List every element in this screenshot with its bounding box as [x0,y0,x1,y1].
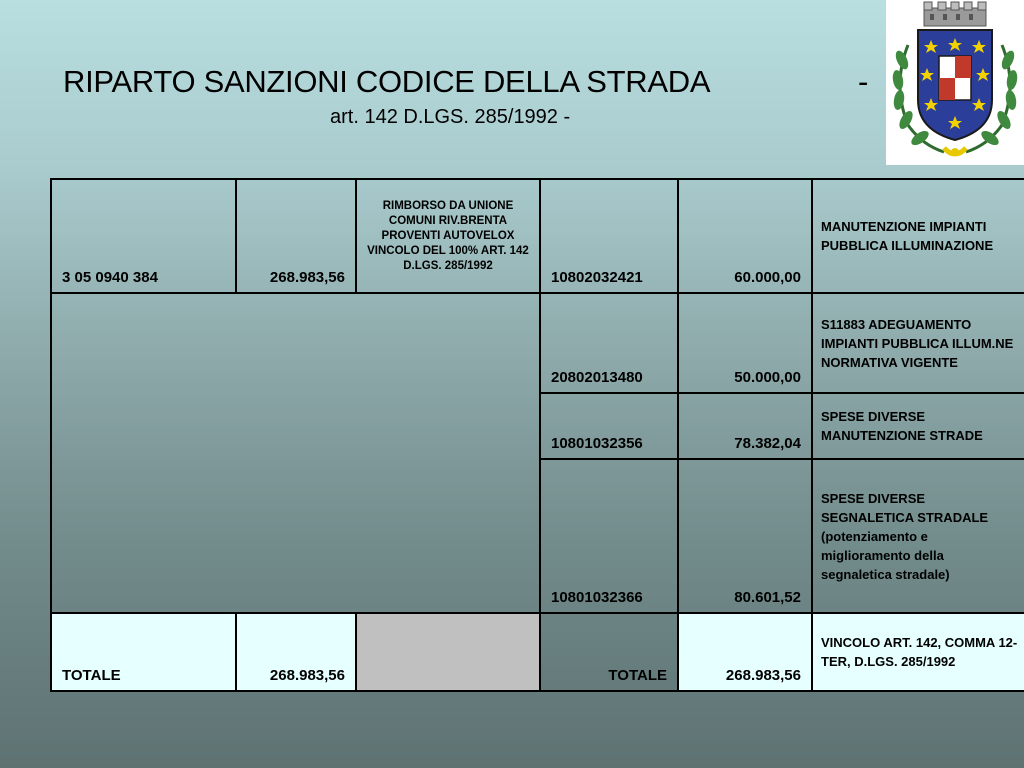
page-title: RIPARTO SANZIONI CODICE DELLA STRADA [63,64,711,99]
table-row [51,293,1024,393]
municipal-coat-of-arms-icon [886,0,1024,165]
expense-code: 20802013480 [540,293,678,393]
expense-description: SPESE DIVERSE MANUTENZIONE STRADE [812,393,1024,459]
total-amount-left: 268.983,56 [236,613,356,691]
expense-description: MANUTENZIONE IMPIANTI PUBBLICA ILLUMINAZIONE [812,179,1024,293]
revenue-description: RIMBORSO DA UNIONE COMUNI RIV.BRENTA PROVENTI AUTOVELOX VINCOLO DEL 100% ART. 142 D.LGS. 285/1992 [356,179,540,293]
table-row [51,179,1024,293]
revenue-amount: 268.983,56 [236,179,356,293]
expense-amount: 80.601,52 [678,459,812,613]
expense-amount: 78.382,04 [678,393,812,459]
expense-code: 10802032421 [540,179,678,293]
total-constraint-note: VINCOLO ART. 142, COMMA 12-TER, D.LGS. 285/1992 [812,613,1024,691]
grey-empty-cell [356,613,540,691]
total-amount-right: 268.983,56 [678,613,812,691]
expense-description: S11883 ADEGUAMENTO IMPIANTI PUBBLICA ILLUM.NE NORMATIVA VIGENTE [812,293,1024,393]
total-label-right: TOTALE [540,613,678,691]
expense-description: SPESE DIVERSE SEGNALETICA STRADALE (potenziamento e miglioramento della segnaletica stradale) [812,459,1024,613]
expense-code: 10801032366 [540,459,678,613]
empty-merged-cell [51,293,540,613]
expense-amount: 60.000,00 [678,179,812,293]
sanctions-allocation-table [50,178,1024,692]
total-row [51,613,1024,691]
expense-amount: 50.000,00 [678,293,812,393]
title-dash: - [858,64,869,99]
expense-code: 10801032356 [540,393,678,459]
total-label-left: TOTALE [51,613,236,691]
revenue-code: 3 05 0940 384 [51,179,236,293]
page-subtitle: art. 142 D.LGS. 285/1992 - [330,106,571,128]
